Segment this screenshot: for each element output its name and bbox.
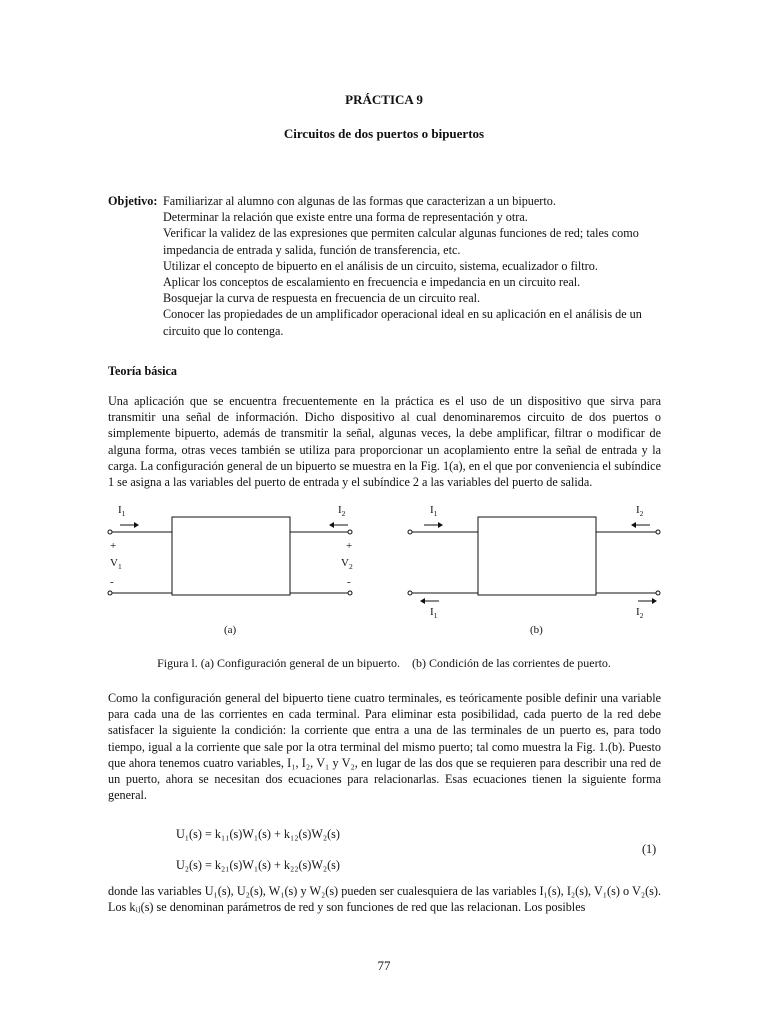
objective-item: Bosquejar la curva de respuesta en frecuencia de un circuito real. [163,291,481,306]
terminal-node [108,530,112,534]
label-i2-b-top: $I_2$ [636,504,644,518]
equation-number: (1) [642,842,657,856]
objective-item: Familiarizar al alumno con algunas de las formas que caracterizan a un bipuerto. [163,194,556,208]
arrowhead-icon [420,598,425,604]
terminal-node [656,591,660,595]
two-port-box-b [478,517,596,595]
arrowhead-icon [631,522,636,528]
objective-item: Verificar la validez de las expresiones que permiten calcular algunas funciones de red; tales como impedancia de entrada y salida, función de transferencia, etc. [163,226,639,257]
arrowhead-icon [329,522,334,528]
label-plus-1: + [110,540,117,552]
label-v2: $V_2$ [341,557,353,571]
objective-item: Utilizar el concepto de bipuerto en el análisis de un circuito, sistema, ecualizador o filtro. [163,258,598,273]
label-i2-a: $I_2$ [338,504,346,518]
figure-caption: Figura l. (a) Configuración general de un bipuerto. (b) Condición de las corrientes de puerto. [157,656,611,670]
arrowhead-icon [134,522,139,528]
terminal-node [408,530,412,534]
label-v1: $V_1$ [110,557,122,571]
arrowhead-icon [652,598,657,604]
equation-1b: U₂(s) = k₂₁(s)W₁(s) + k₂₂(s)W₂(s) [176,858,340,872]
paragraph-intro: Una aplicación que se encuentra frecuentemente en la práctica es el uso de un dispositivo que sirva para transmitir una señal de información. Dicho dispositivo al cual denominaremos circuito de dos puertos o simplemente bipuerto, además de transmitir la señal, algunas veces, la debe amplificar, filtrar o modificar de alguna forma, otras veces también se utiliza para proporcionar un acoplamiento entre la señal de entrada y la carga. La configuración general de un bipuerto se muestra en la Fig. 1(a), en el que por conveniencia el subíndice 1 se asigna a las variables del puerto de entrada y el subíndice 2 a las variables del puerto de salida. [108,394,661,490]
page-number: 77 [377,958,391,973]
label-i2-b-bottom: $I_2$ [636,606,644,620]
two-port-box-a [172,517,290,595]
label-i1-b-top: $I_1$ [430,504,438,518]
objective-item: Conocer las propiedades de un amplificador operacional ideal en su aplicación en el análisis de un circuito que lo contenga. [163,307,642,338]
figure-b [408,517,660,601]
paragraph-conditions: Como la configuración general del bipuerto tiene cuatro terminales, es teóricamente posible definir una variable para cada una de las corrientes en cada terminal. Para eliminar esta posibilidad, cada puerto de la red debe satisfacer la siguiente la condición: la corriente que entra a una de las terminales de un puerto es, para todo tiempo, igual a la corriente que sale por la otra terminal del mismo puerto; tal como muestra la Fig. 1.(b). Puesto que ahora tenemos cuatro variables, I₁, I₂, V₁ y V₂, en lugar de las dos que se requieren para describir una red de un puerto, ahora se necesitan dos ecuaciones para relacionarlas. Esas ecuaciones tienen la siguiente forma general. [108,691,661,803]
terminal-node [108,591,112,595]
terminal-node [656,530,660,534]
objective-item: Determinar la relación que existe entre una forma de representación y otra. [163,210,528,225]
terminal-node [348,530,352,534]
arrowhead-icon [438,522,443,528]
page-subtitle: Circuitos de dos puertos o bipuertos [283,126,485,141]
label-minus-2: - [347,576,351,588]
label-b: (b) [530,624,543,636]
section-heading: Teoría básica [108,364,177,378]
objective-label: Objetivo: [108,194,158,208]
objective-list [163,193,668,339]
figure-a [108,517,352,595]
two-port-figure [100,500,680,640]
practice-title: PRÁCTICA 9 [345,92,423,107]
objective-item: Aplicar los conceptos de escalamiento en frecuencia e impedancia en un circuito real. [163,275,581,290]
equation-1a: U₁(s) = k₁₁(s)W₁(s) + k₁₂(s)W₂(s) [176,827,340,841]
label-a: (a) [224,624,237,636]
label-i1-b-bottom: $I_1$ [430,606,438,620]
label-minus-1: - [110,576,114,588]
paragraph-parameters: donde las variables U₁(s), U₂(s), W₁(s) y W₂(s) pueden ser cualesquiera de las variables I₁(s), I₂(s), V₁(s) o V₂(s). Los kᵢⱼ(s) se denominan parámetros de red y son funciones de red que las relacionan. Los posibles [108,884,661,915]
terminal-node [408,591,412,595]
label-plus-2: + [346,540,353,552]
terminal-node [348,591,352,595]
label-i1-a: $I_1$ [118,504,126,518]
